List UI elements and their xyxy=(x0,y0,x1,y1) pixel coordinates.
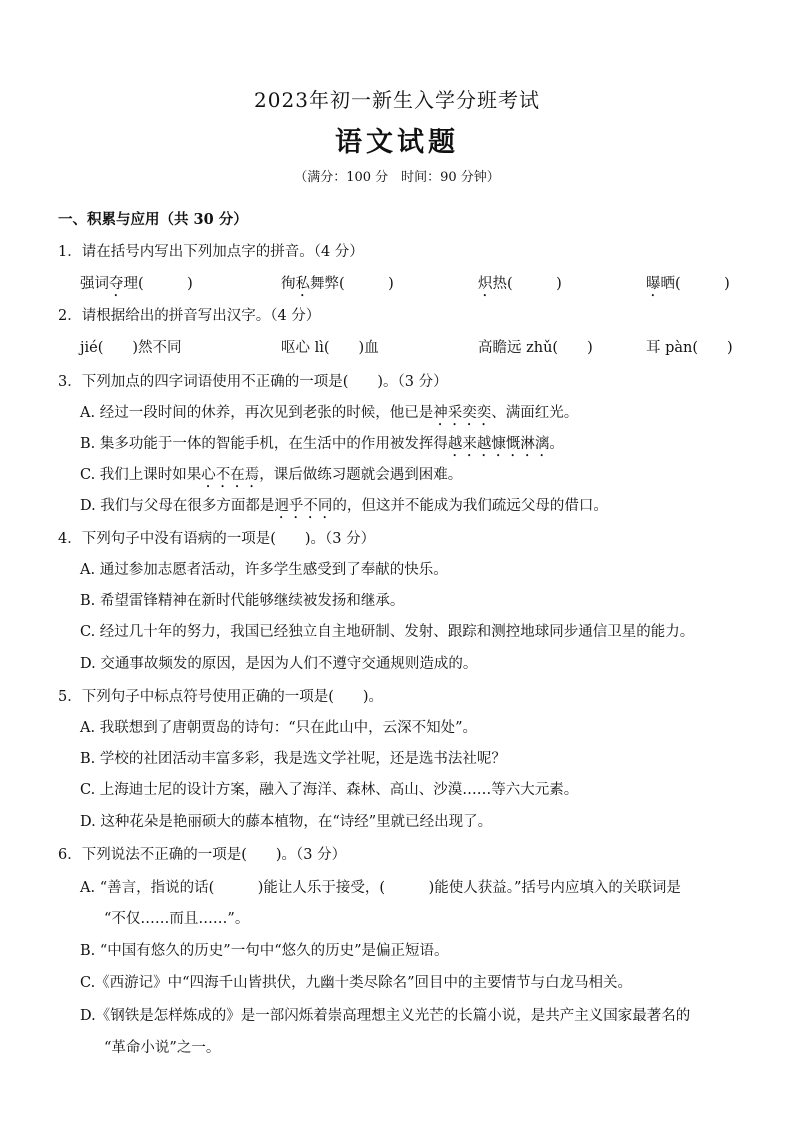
q6-option-d-line1: D.《钢铁是怎样炼成的》是一部闪烁着崇高理想主义光芒的长篇小说，是共产主义国家最著名的 xyxy=(80,1008,691,1024)
q3-c-pre: C. 我们上课时如果 xyxy=(80,467,202,483)
q5-stem: 5．下列句子中标点符号使用正确的一项是( )。 xyxy=(58,689,384,705)
q6-option-d-line2: “革命小说”之一。 xyxy=(104,1040,221,1056)
q3-a-post: 、满面红光。 xyxy=(491,405,579,421)
q1-stem: 1．请在括号内写出下列加点字的拼音。（4 分） xyxy=(58,244,364,260)
q1-item-4-post: 晒( ) xyxy=(660,276,730,292)
q3-option-a xyxy=(80,401,578,429)
q6-stem: 6．下列说法不正确的一项是( )。（3 分） xyxy=(58,847,347,863)
q4-option-a: A. 通过参加志愿者活动，许多学生感受到了奉献的快乐。 xyxy=(80,562,448,578)
q1-item-1-pre: 强词 xyxy=(80,276,109,292)
subject-title: 语文试题 xyxy=(335,127,459,158)
q3-option-c xyxy=(80,463,462,491)
q1-item-4-dotted: 曝 xyxy=(646,276,661,292)
q2-item-3: 高瞻远 zhǔ( ) xyxy=(478,340,593,356)
q3-a-dotted: 神采奕奕 xyxy=(433,405,492,421)
q6-option-a-line1: A. “善言，指说的话( )能让人乐于接受，( )能使人获益。”括号内应填入的关联词是 xyxy=(80,880,681,896)
q1-item-1-dotted: 夺 xyxy=(109,276,124,292)
q3-d-pre: D. 我们与父母在很多方面都是 xyxy=(80,498,275,514)
score-time-info: （满分：100 分 时间：90 分钟） xyxy=(294,170,500,185)
q1-item-1 xyxy=(80,272,193,300)
q2-stem: 2．请根据给出的拼音写出汉字。（4 分） xyxy=(58,308,321,324)
q1-item-4 xyxy=(646,272,730,300)
q3-b-post: 。 xyxy=(549,436,564,452)
q6-option-b: B. “中国有悠久的历史”一句中“悠久的历史”是偏正短语。 xyxy=(80,943,449,959)
q2-item-4: 耳 pàn( ) xyxy=(646,340,733,356)
q3-b-pre: B. 集多功能于一体的智能手机，在生活中的作用被发挥得 xyxy=(80,436,448,452)
q5-option-c: C. 上海迪士尼的设计方案，融入了海洋、森林、高山、沙漠……等六大元素。 xyxy=(80,782,579,798)
q3-a-pre: A. 经过一段时间的休养，再次见到老张的时候，他已是 xyxy=(80,405,434,421)
q3-b-dotted: 越来越慷慨淋漓 xyxy=(447,436,550,452)
section-1-title: 一、积累与应用（共 30 分） xyxy=(58,211,248,228)
q1-item-3 xyxy=(478,272,562,300)
q3-c-post: ，课后做练习题就会遇到困难。 xyxy=(259,467,463,483)
q1-item-1-post: 理( ) xyxy=(123,276,193,292)
q2-item-1: jié( )然不同 xyxy=(80,340,182,356)
q1-item-3-dotted: 炽 xyxy=(478,276,493,292)
q6-option-c: C.《西游记》中“四海千山皆拱伏，九幽十类尽除名”回目中的主要情节与白龙马相关。 xyxy=(80,975,633,991)
q5-option-b: B. 学校的社团活动丰富多彩，我是选文学社呢，还是选书法社呢？ xyxy=(80,751,506,767)
q1-item-3-post: 热( ) xyxy=(492,276,562,292)
exam-title: 2023年初一新生入学分班考试 xyxy=(254,88,540,112)
q3-option-d xyxy=(80,494,608,522)
q3-d-post: 的，但这并不能成为我们疏远父母的借口。 xyxy=(332,498,608,514)
q3-c-dotted: 心不在焉 xyxy=(201,467,260,483)
q1-item-2-post: 舞弊( ) xyxy=(310,276,394,292)
q4-option-b: B. 希望雷锋精神在新时代能够继续被发扬和继承。 xyxy=(80,593,405,609)
q1-item-2-pre: 徇 xyxy=(281,276,296,292)
q5-option-d: D. 这种花朵是艳丽硕大的藤本植物，在“诗经”里就已经出现了。 xyxy=(80,814,493,830)
q4-option-d: D. 交通事故频发的原因，是因为人们不遵守交通规则造成的。 xyxy=(80,656,478,672)
q4-stem: 4．下列句子中没有语病的一项是( )。（3 分） xyxy=(58,531,376,547)
q3-d-dotted: 迥乎不同 xyxy=(274,498,333,514)
q1-item-2-dotted: 私 xyxy=(295,276,310,292)
q2-item-2: 呕心 lì( )血 xyxy=(281,340,379,356)
q3-option-b xyxy=(80,432,564,460)
q4-option-c: C. 经过几十年的努力，我国已经独立自主地研制、发射、跟踪和测控地球同步通信卫星的能力。 xyxy=(80,624,695,640)
q5-option-a: A. 我联想到了唐朝贾岛的诗句：“只在此山中，云深不知处”。 xyxy=(80,720,478,736)
q6-option-a-line2: “不仅……而且……”。 xyxy=(104,911,250,927)
q1-item-2 xyxy=(281,272,394,300)
q3-stem: 3．下列加点的四字词语使用不正确的一项是( )。（3 分） xyxy=(58,374,448,390)
